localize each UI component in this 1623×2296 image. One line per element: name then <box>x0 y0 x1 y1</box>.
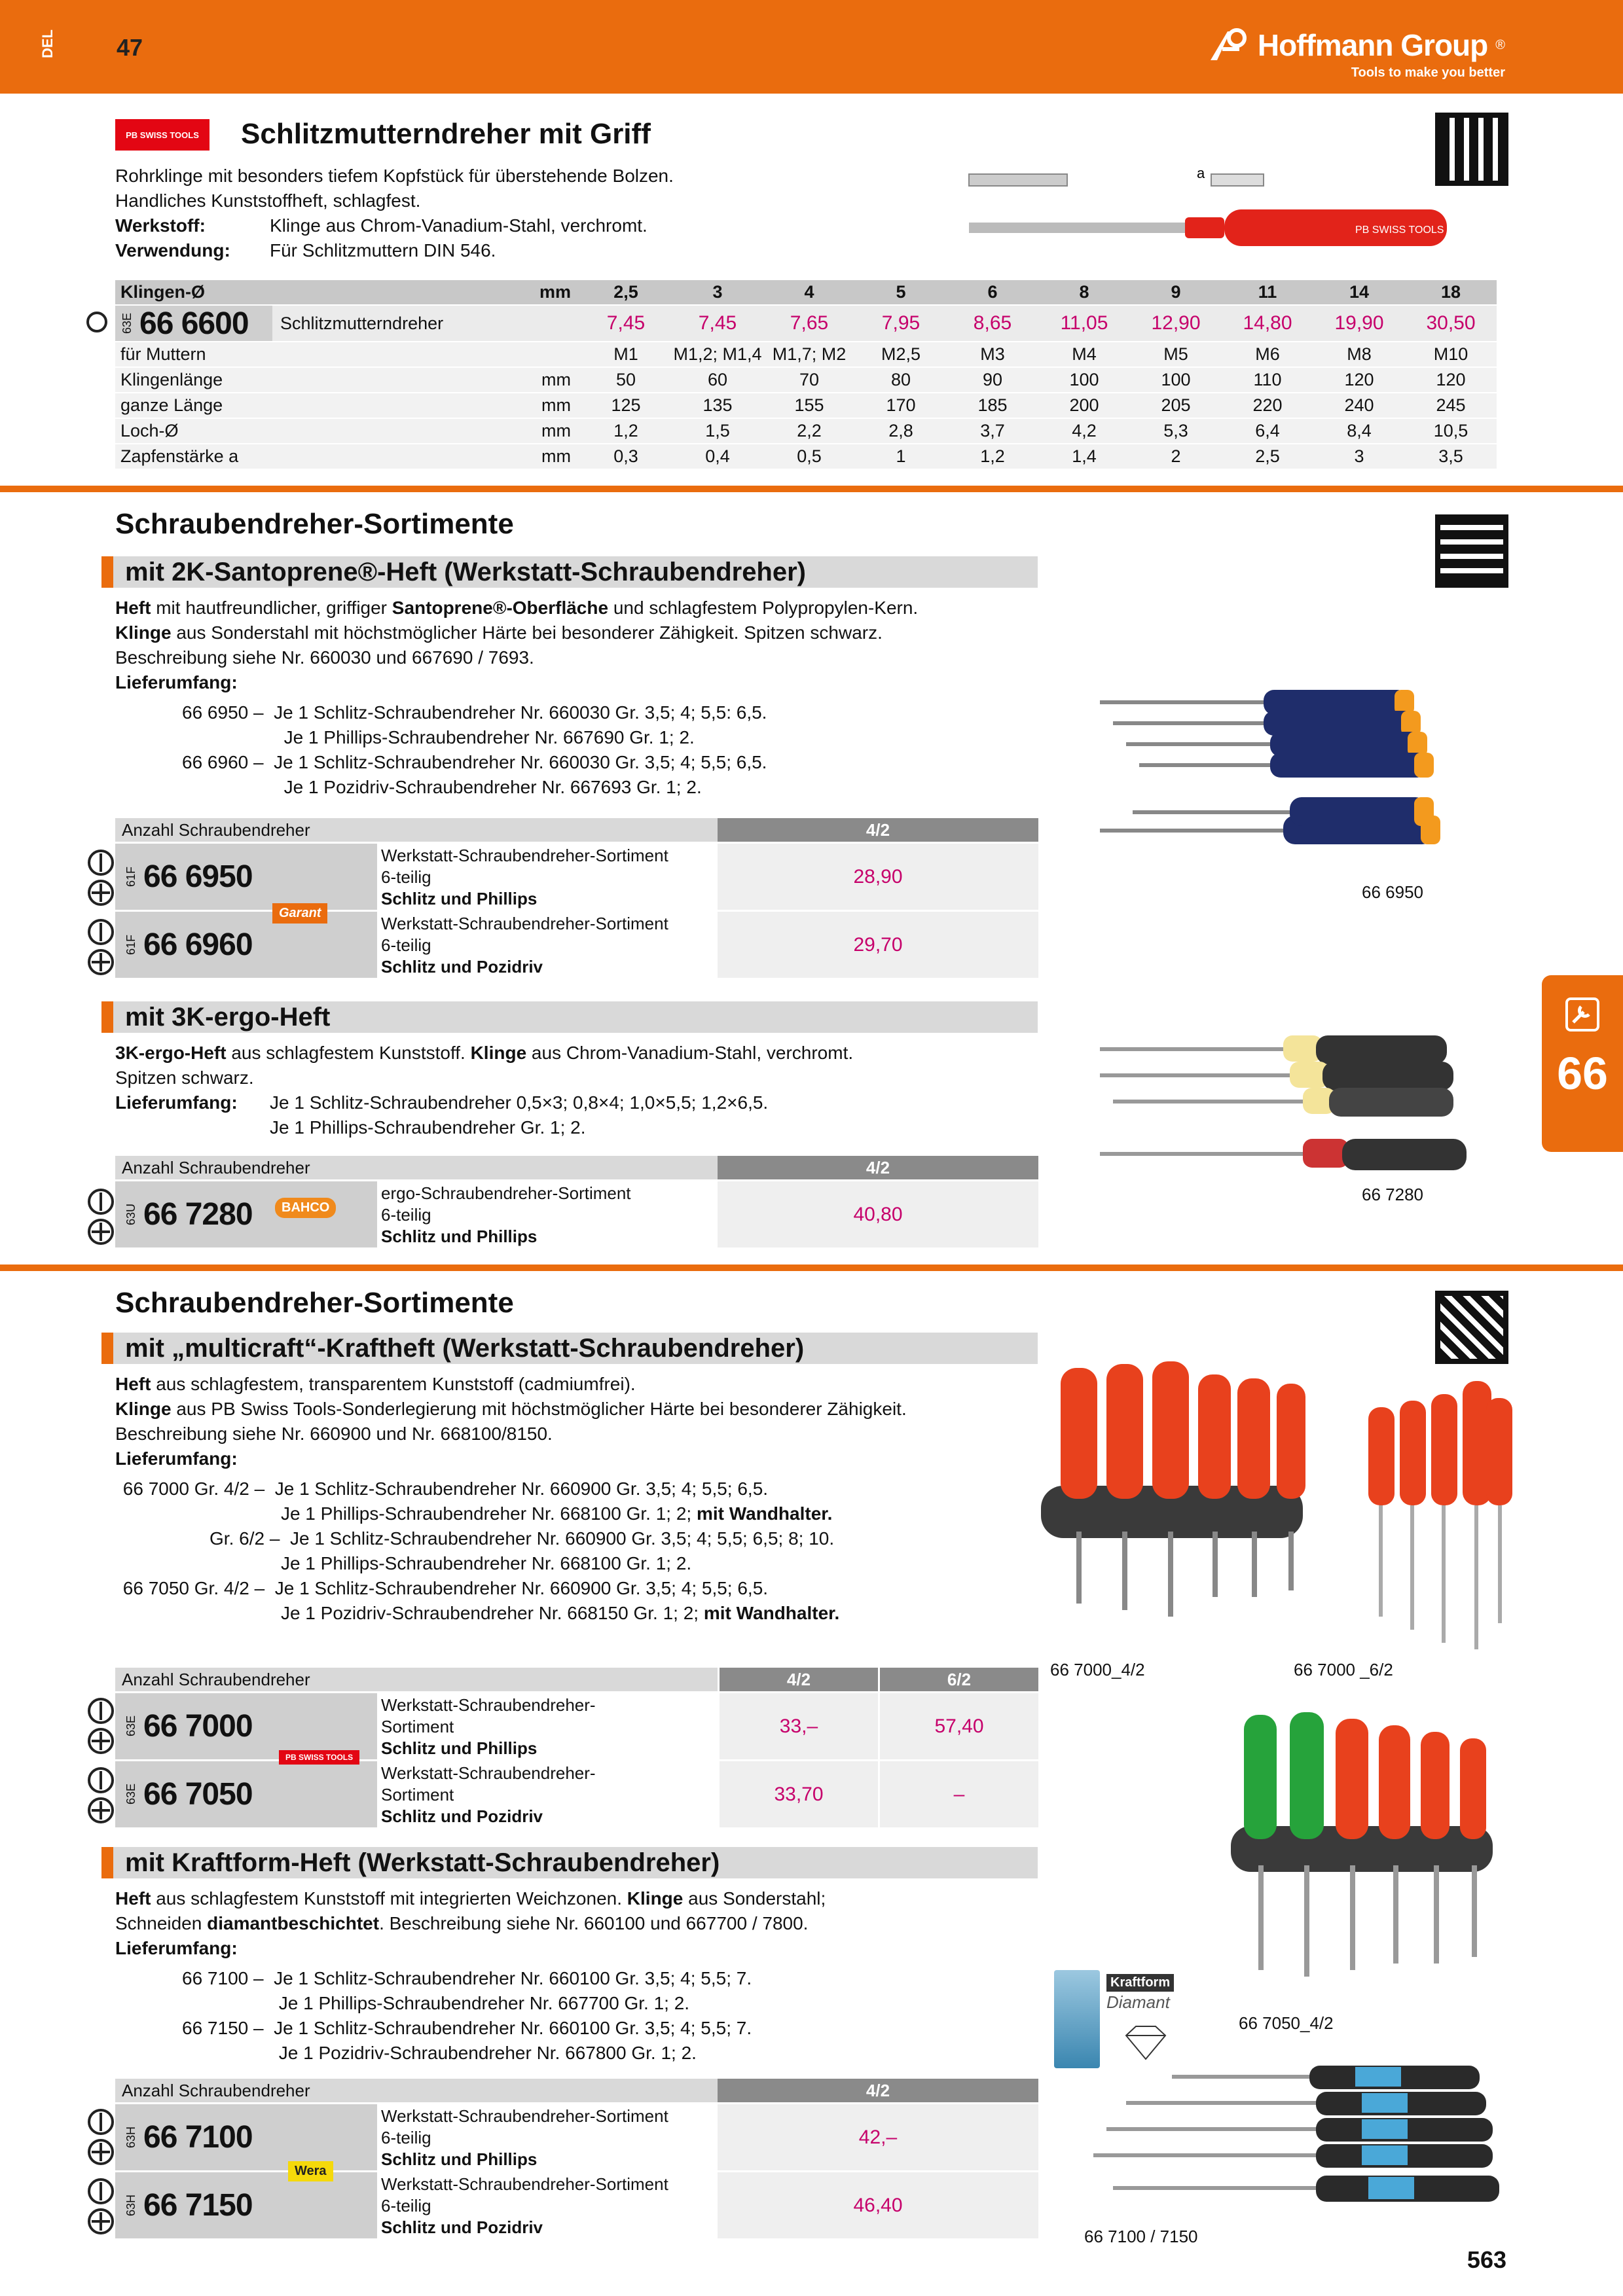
section-divider <box>0 1265 1623 1271</box>
slot-pozidriv-symbols <box>88 2178 117 2238</box>
section1-values: Klinge aus Chrom-Vanadium-Stahl, verchromt. Für Schlitzmuttern DIN 546. <box>270 215 647 260</box>
slot-icon <box>88 1189 114 1215</box>
pozidriv-icon <box>88 1797 114 1823</box>
slot-pozidriv-symbols <box>88 1767 117 1827</box>
article-number: 66 7100 <box>143 2120 253 2155</box>
spec-table <box>115 280 1497 470</box>
table-row: 61F 66 6960 Werkstatt-Schraubendreher-Sortiment 6-teilig Schlitz und Pozidriv 29,70 <box>115 910 1038 978</box>
nut-driver-illustration <box>962 157 1473 262</box>
slot-icon <box>88 1767 114 1793</box>
image-caption: 66 6950 <box>1362 882 1423 902</box>
slot-nut-symbol-icon <box>86 312 107 332</box>
phillips-icon <box>88 1219 114 1245</box>
brand-logo <box>1208 27 1505 81</box>
price-row: 63E 66 6600 Schlitzmutterndreher 7,45 7,45 7,65 7,95 8,65 11,05 12,90 14,80 19,90 30,50 <box>115 306 1497 342</box>
article-number: 66 7150 <box>143 2188 253 2223</box>
table-header-row: Klingen-Ø mm 2,5 3 4 5 6 8 9 11 14 18 <box>115 280 1497 306</box>
page-top-number: 47 <box>117 34 143 61</box>
wrench-screwdriver-icon <box>1561 994 1603 1035</box>
kraftform-diamant-badge: Kraftform Diamant <box>1054 1970 1178 2075</box>
multicraft-set-illustration <box>1041 1355 1519 1662</box>
phillips-icon <box>88 2139 114 2165</box>
phillips-icon <box>88 880 114 906</box>
article-number: 66 7000 <box>143 1709 253 1744</box>
price: 33,70 <box>718 1761 878 1827</box>
slot-icon <box>88 1698 114 1724</box>
price: – <box>878 1761 1038 1827</box>
side-code: DEL <box>39 29 56 58</box>
order-table: Anzahl Schraubendreher 4/2 63H 66 7100 Werkstatt-Schraubendreher-Sortiment 6-teilig Schlitz und Phillips 42,– 63H 66 7150 Werkstatt-Schraubendreher-Sortiment 6-teilig Schlitz und Pozidriv 46,40 <box>115 2079 1038 2238</box>
brand-name: Hoffmann Group <box>1257 28 1488 62</box>
sub2-description: 3K-ergo-Heft aus schlagfestem Kunststoff. Klinge aus Chrom-Vanadium-Stahl, verchromt. Spitzen schwarz. Lieferumfang: <box>115 1043 854 1113</box>
table-row: Klingenlänge mm 50 60 70 80 90 100 100 110 120 120 <box>115 368 1497 393</box>
subsection-heading: mit 3K-ergo-Heft <box>101 1001 1038 1033</box>
phillips-icon <box>88 1728 114 1754</box>
slot-pozidriv-symbols <box>88 919 117 979</box>
price: 28,90 <box>718 844 1038 910</box>
section1-title: Schlitzmutterndreher mit Griff <box>241 118 651 150</box>
article-number: 66 7050 <box>143 1777 253 1812</box>
price: 57,40 <box>878 1693 1038 1759</box>
chapter-number: 66 <box>1557 1048 1608 1099</box>
price: 29,70 <box>718 912 1038 978</box>
wera-set-illustration <box>1074 2062 1506 2225</box>
image-caption: 66 7280 <box>1362 1185 1423 1204</box>
table-row: 63H 66 7150 Werkstatt-Schraubendreher-Sortiment 6-teilig Schlitz und Pozidriv 46,40 <box>115 2170 1038 2238</box>
section2-title: Schraubendreher-Sortimente <box>115 508 514 540</box>
slot-phillips-symbols <box>88 850 117 910</box>
pozidriv-icon <box>88 2208 114 2234</box>
diamond-icon <box>1120 2022 1172 2062</box>
ergo-set-illustration <box>1087 1021 1493 1191</box>
order-table: Anzahl Schraubendreher 4/2 6/2 63E 66 7000 Werkstatt-Schraubendreher- Sortiment Schlitz und Phillips 33,– 57,40 63E 66 7050 Werkstatt-Schraubendreher- Sortiment Schlitz und Pozidriv 33,70 – <box>115 1668 1038 1827</box>
order-table: Anzahl Schraubendreher 4/2 61F 66 6950 Werkstatt-Schraubendreher-Sortiment 6-teilig Schlitz und Phillips 28,90 61F 66 6960 Werkstatt-Schraubendreher-Sortiment 6-teilig Schlitz und Pozidriv 29,70 <box>115 818 1038 978</box>
kraftform-color-set-illustration <box>1231 1708 1506 1990</box>
table-row: 63E 66 7000 Werkstatt-Schraubendreher- Sortiment Schlitz und Phillips 33,– 57,40 <box>115 1691 1038 1759</box>
subsection-heading: mit 2K-Santoprene®-Heft (Werkstatt-Schraubendreher) <box>101 556 1038 588</box>
bahco-logo: BAHCO <box>275 1198 336 1218</box>
sub3-description: Heft aus schlagfestem, transparentem Kunststoff (cadmiumfrei). Klinge aus PB Swiss Tools-Sonderlegierung mit höchstmöglicher Härte bei besonderer Zähigkeit. Beschreibung siehe Nr. 660900 und Nr. 668100/8150. Lieferumfang: <box>115 1374 907 1469</box>
brand-tagline: Tools to make you better <box>1351 65 1505 80</box>
table-row: 63E 66 7050 Werkstatt-Schraubendreher- Sortiment Schlitz und Pozidriv 33,70 – <box>115 1759 1038 1827</box>
table-row: Zapfenstärke a mm 0,3 0,4 0,5 1 1,2 1,4 2 2,5 3 3,5 <box>115 444 1497 470</box>
slot-icon <box>88 2109 114 2135</box>
price: 42,– <box>718 2104 1038 2170</box>
article-number: 66 6950 <box>143 859 253 894</box>
image-caption: 66 7000 _6/2 <box>1294 1660 1393 1679</box>
article-number: 66 6600 <box>139 306 249 341</box>
svg-text:PB SWISS TOOLS: PB SWISS TOOLS <box>1355 224 1444 236</box>
order-table: Anzahl Schraubendreher 4/2 63U 66 7280 ergo-Schraubendreher-Sortiment 6-teilig Schlitz und Phillips 40,80 <box>115 1156 1038 1247</box>
sub3-scope: 66 7000 Gr. 4/2 – Je 1 Schlitz-Schraubendreher Nr. 660900 Gr. 3,5; 4; 5,5; 6,5. Je 1 Phillips-Schraubendreher Nr. 668100 Gr. 1; 2; mit Wandhalter. Gr. 6/2 – Je 1 Schlitz-Schraubendreher Nr. 660900 Gr. 3,5; 4; 5,5; 6,5; 8; 10. Je 1 Phillips-Schraubendreher Nr. 668100 Gr. 1; 2. 66 7050 Gr. 4/2 – Je 1 Schlitz-Schraubendreher Nr. 660900 Gr. 3,5; 4; 5,5; 6,5. Je 1 Pozidriv-Schraubendreher Nr. 668150 Gr. 1; 2; mit Wandhalter. <box>118 1479 840 1623</box>
dim-label-a: a <box>1197 165 1205 181</box>
qr-code-icon <box>1435 514 1508 588</box>
sub1-description: Heft mit hautfreundlicher, griffiger Santoprene®-Oberfläche und schlagfestem Polypropylen-Kern. Klinge aus Sonderstahl mit höchstmöglicher Härte bei besonderer Zähigkeit. Spitzen schwarz. Beschreibung siehe Nr. 660030 und 667690 / 7693. Lieferumfang: <box>115 598 919 692</box>
slot-phillips-symbols <box>88 1698 117 1758</box>
santoprene-set-illustration <box>1087 681 1493 877</box>
hoffmann-logo-icon <box>1208 27 1250 63</box>
pb-swiss-logo: PB SWISS TOOLS <box>279 1750 359 1765</box>
table-row: 63U 66 7280 ergo-Schraubendreher-Sortiment 6-teilig Schlitz und Phillips 40,80 <box>115 1179 1038 1247</box>
brand-registered: ® <box>1495 37 1505 52</box>
subsection-heading: mit „multicraft“-Kraftheft (Werkstatt-Schraubendreher) <box>101 1333 1038 1364</box>
table-row: ganze Länge mm 125 135 155 170 185 200 205 220 240 245 <box>115 393 1497 419</box>
chapter-tab[interactable] <box>1542 975 1623 1152</box>
image-caption: 66 7050_4/2 <box>1239 2013 1334 2033</box>
table-row: 63H 66 7100 Werkstatt-Schraubendreher-Sortiment 6-teilig Schlitz und Phillips 42,– <box>115 2102 1038 2170</box>
subsection-heading: mit Kraftform-Heft (Werkstatt-Schraubendreher) <box>101 1847 1038 1878</box>
section3-title: Schraubendreher-Sortimente <box>115 1287 514 1319</box>
header-bar <box>0 0 1623 94</box>
slot-phillips-symbols <box>88 1189 117 1249</box>
table-row: für Muttern M1 M1,2; M1,4 M1,7; M2 M2,5 M3 M4 M5 M6 M8 M10 <box>115 342 1497 368</box>
sub2-scope: Je 1 Schlitz-Schraubendreher 0,5×3; 0,8×4; 1,0×5,5; 1,2×6,5. Je 1 Phillips-Schraubendreher Gr. 1; 2. <box>270 1092 769 1138</box>
slot-phillips-symbols <box>88 2109 117 2169</box>
slot-icon <box>88 919 114 945</box>
section1-desc: Rohrklinge mit besonders tiefem Kopfstück für überstehende Bolzen. Handliches Kunststoffheft, schlagfest. Werkstoff: Verwendung: <box>115 166 674 260</box>
price: 33,– <box>718 1693 878 1759</box>
price: 46,40 <box>718 2172 1038 2238</box>
wera-logo: Wera <box>288 2161 333 2181</box>
table-row: 61F 66 6950 Werkstatt-Schraubendreher-Sortiment 6-teilig Schlitz und Phillips 28,90 <box>115 842 1038 910</box>
sub1-scope: 66 6950 – Je 1 Schlitz-Schraubendreher Nr. 660030 Gr. 3,5; 4; 5,5: 6,5. Je 1 Phillips-Schraubendreher Nr. 667690 Gr. 1; 2. 66 6960 – Je 1 Schlitz-Schraubendreher Nr. 660030 Gr. 3,5; 4; 5,5; 6,5. Je 1 Pozidriv-Schraubendreher Nr. 667693 Gr. 1; 2. <box>182 702 767 797</box>
article-number: 66 7280 <box>143 1197 253 1232</box>
slot-icon <box>88 850 114 876</box>
sub4-scope: 66 7100 – Je 1 Schlitz-Schraubendreher Nr. 660100 Gr. 3,5; 4; 5,5; 7. Je 1 Phillips-Schraubendreher Nr. 667700 Gr. 1; 2. 66 7150 – Je 1 Schlitz-Schraubendreher Nr. 660100 Gr. 3,5; 4; 5,5; 7. Je 1 Pozidriv-Schraubendreher Nr. 667800 Gr. 1; 2. <box>182 1968 752 2063</box>
page-number: 563 <box>1467 2246 1506 2273</box>
pozidriv-icon <box>88 949 114 975</box>
section-divider <box>0 486 1623 492</box>
image-caption: 66 7100 / 7150 <box>1084 2227 1198 2246</box>
qr-code-icon <box>1435 113 1508 186</box>
article-number: 66 6960 <box>143 927 253 962</box>
table-row: Loch-Ø mm 1,2 1,5 2,2 2,8 3,7 4,2 5,3 6,4 8,4 10,5 <box>115 419 1497 444</box>
price: 40,80 <box>718 1181 1038 1247</box>
garant-logo: Garant <box>272 903 327 924</box>
slot-icon <box>88 2178 114 2204</box>
image-caption: 66 7000_4/2 <box>1050 1660 1145 1679</box>
pb-swiss-logo: PB SWISS TOOLS <box>115 119 210 151</box>
sub4-description: Heft aus schlagfestem Kunststoff mit integrierten Weichzonen. Klinge aus Sonderstahl; Schneiden diamantbeschichtet. Beschreibung siehe Nr. 660100 und 667700 / 7800. Lieferumfang: <box>115 1888 826 1958</box>
qr-code-icon <box>1435 1291 1508 1364</box>
